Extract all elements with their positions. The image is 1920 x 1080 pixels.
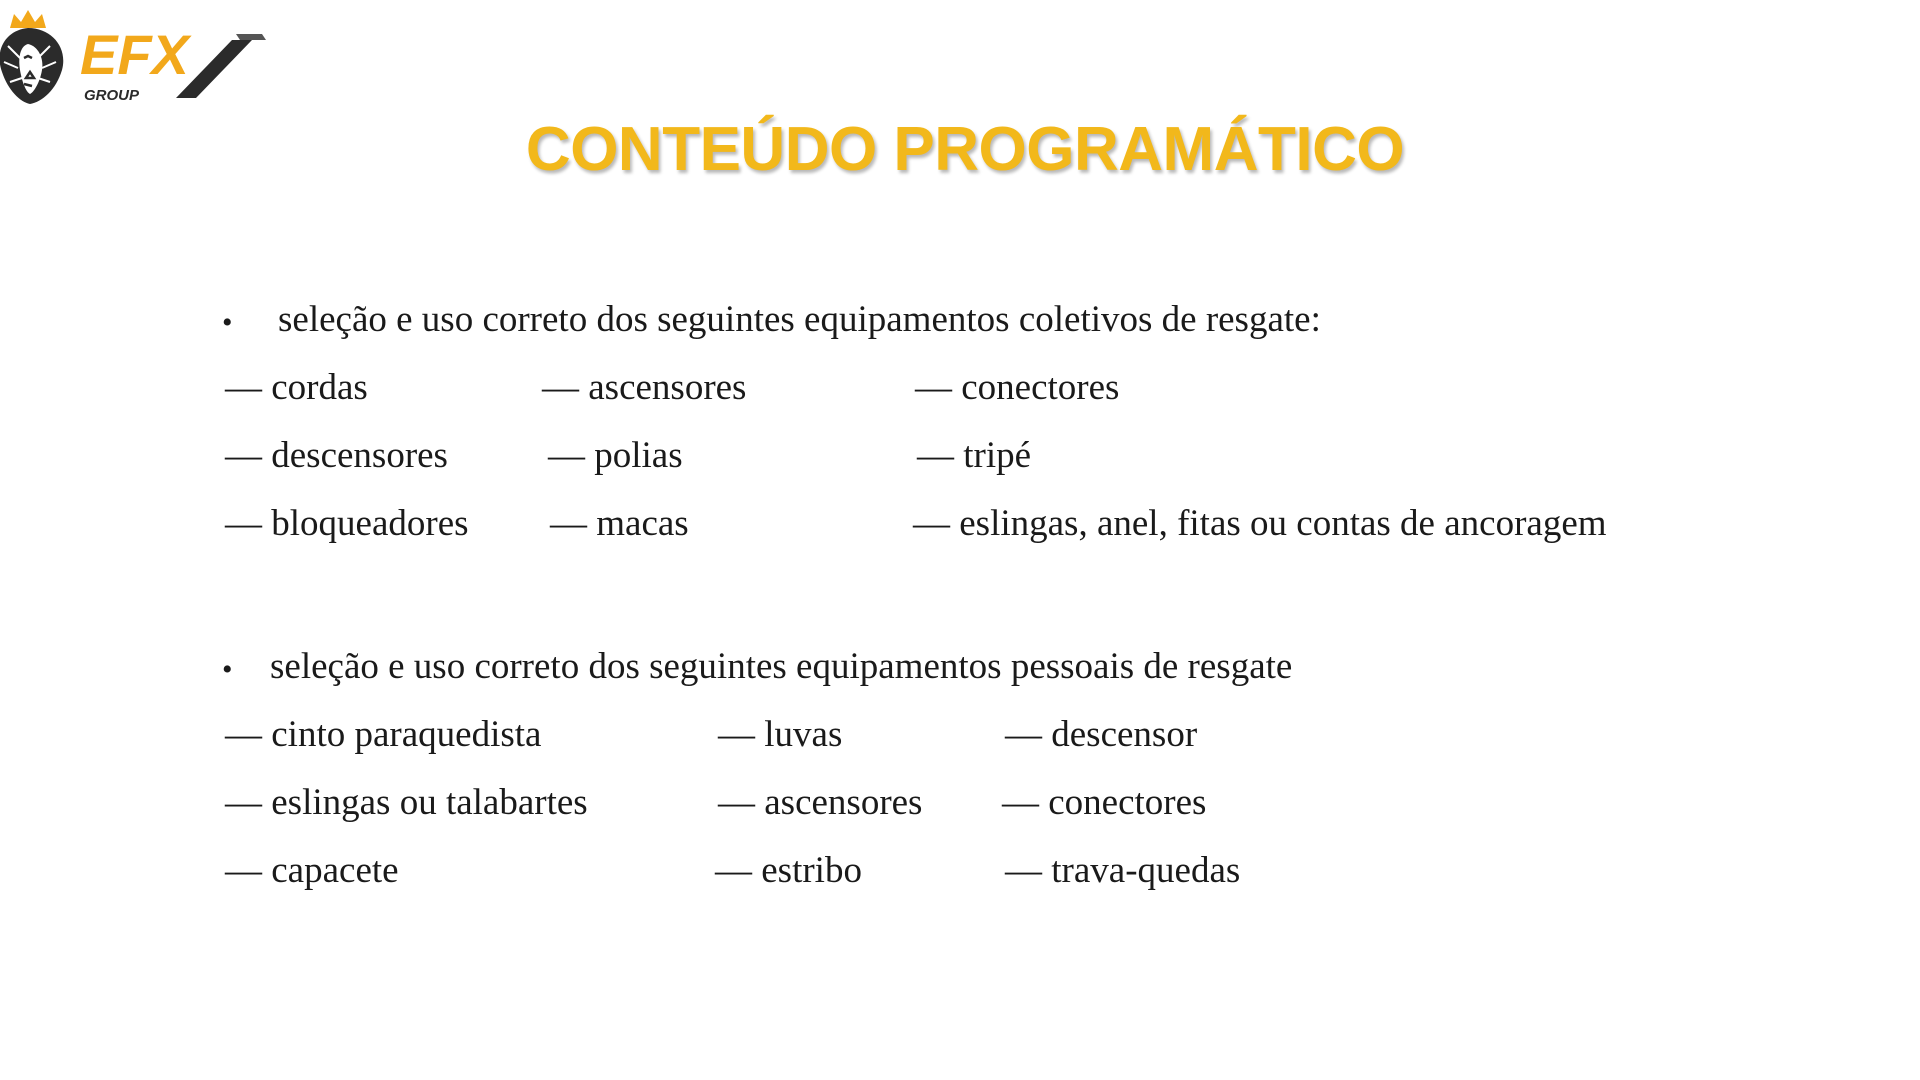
list-item: — luvas	[718, 714, 843, 755]
list-item: — cordas	[225, 367, 368, 408]
logo-x-accent	[236, 34, 266, 40]
list-item: — estribo	[715, 850, 862, 891]
list-item: — tripé	[917, 435, 1032, 476]
list-item: — ascensores	[542, 367, 747, 408]
list-item: — conectores	[915, 367, 1120, 408]
list-item: — ascensores	[718, 782, 923, 823]
list-item: — descensores	[225, 435, 448, 476]
efx-wordmark	[80, 23, 266, 104]
logo-brand-text: EFX	[80, 23, 189, 86]
list-item: — conectores	[1002, 782, 1207, 823]
list-item: — eslingas ou talabartes	[225, 782, 588, 823]
list-item: — trava-quedas	[1005, 850, 1241, 891]
list-item: — descensor	[1005, 714, 1198, 755]
efx-group-logo	[0, 6, 272, 106]
section-heading-personal: seleção e uso correto dos seguintes equipamentos pessoais de resgate	[270, 646, 1293, 687]
list-item: — macas	[550, 503, 689, 544]
bullet-1: •	[222, 306, 233, 339]
list-item: — capacete	[225, 850, 399, 891]
bullet-2: •	[222, 653, 233, 686]
lion-crown-icon	[0, 10, 63, 104]
list-item: — eslingas, anel, fitas ou contas de ancoragem	[913, 503, 1607, 544]
list-item: — cinto paraquedista	[225, 714, 542, 755]
page-title: CONTEÚDO PROGRAMÁTICO	[525, 115, 1405, 184]
section-heading-collective: seleção e uso correto dos seguintes equipamentos coletivos de resgate:	[278, 299, 1321, 340]
list-item: — bloqueadores	[225, 503, 469, 544]
logo-sub-text: GROUP	[84, 87, 140, 104]
list-item: — polias	[548, 435, 683, 476]
